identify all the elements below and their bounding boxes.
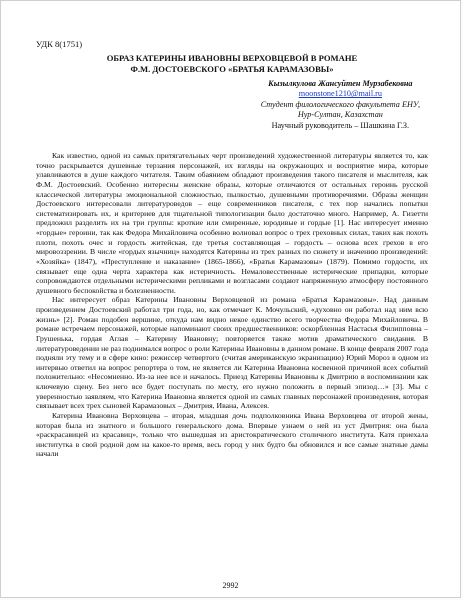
author-block <box>261 79 420 131</box>
affiliation-line: Студент филологического факультета ЕНУ, <box>260 99 420 109</box>
author-email-link[interactable]: moonstone1210@mail.ru <box>298 89 382 99</box>
supervisor: Научный руководитель – Шашкина Г.З. <box>271 120 410 130</box>
author-name: Кызылкулова Жансуйтен Мурзабековна <box>268 79 413 88</box>
article-title <box>36 53 428 74</box>
paragraph: Нас интересует образ Катерины Ивановны Верховцевой из романа «Братья Карамазовы». Над данным произведением Достоевский работал три года, но, как отмечает К. Мочульский, «духовно он работал над ним всю жизнь» [2]. Роман подобен вершине, откуда нам видно некое единство всего творчества Федора Михайловича. В романе встречаем персонажей, которые напоминают своих предшественников: оскорбленная Настасья Филипповна – Грушенька, гордая Аглая – Катерину Ивановну; повторяется также мотив драматического свидания. В литературоведении не раз поднимался вопрос о роли Катерины Ивановны в данном романе. В конце февраля 2007 года подняли эту тему и в сфере кино: режиссер четвертого (считая американскую экранизацию) Юрий Мороз в одном из интервью ответил на вопрос репортера о том, не является ли Катерина Ивановна косвенной причиной всех событий положительно: «Несомненно. Из-за нее все и началось. Приезд Катерины Ивановны к Дмитрию в воспоминании как ключевую сцену. Без него все будет поступать по месту, его нужно положить в первый эпизод…» [3]. Мы с уверенностью заявляем, что Катерина Ивановна является одной из самых главных персонажей произведения, которая связывает всех трех сыновей Карамазовых – Дмитрия, Ивана, Алексея. <box>36 295 428 411</box>
page-number: 2992 <box>222 581 239 590</box>
affiliation-line: Нур-Султан, Казахстан <box>297 110 383 120</box>
title-line: ОБРАЗ КАТЕРИНЫ ИВАНОВНЫ ВЕРХОВЦЕВОЙ В РОМАНЕ <box>106 53 358 63</box>
article-body <box>36 151 428 459</box>
paragraph: Катерина Ивановна Верховцева – вторая, младшая дочь подполковника Ивана Верховцева от второй жены, которая была из знатного и большого генеральского дома. Впервые узнаем о ней из уст Дмитрия: она была «раскрасавицей из красавиц», только что вышедшая из аристократического столичного института. Катя приехала институтка в свой родной дом на какое-то время, весь город у них будто бы обновился и все самые знатные дамы начали <box>36 410 428 459</box>
udk-code: УДК 8(1751) <box>36 39 83 49</box>
title-line: Ф.М. ДОСТОЕВСКОГО «БРАТЬЯ КАРАМАЗОВЫ» <box>130 63 334 74</box>
paragraph: Как известно, одной из самых притягательных черт произведений художественной литературы является то, как точно раскрывается душевные терзания персонажей, их взгляды на окружающих и восприятие мира, которые улавливаются в душе каждого читателя. Таким обаянием обладают произведения такого писателя и мыслителя, как Ф.М. Достоевский. Особенно интересны женские образы, которые отличаются от остальных героинь русской классической литературы эмоциональной сложностью, пылкостью, душевными противоречиями. Образы женщин Достоевского интересовали литературоведов – еще современников писателя, с тех пор начались попытки систематизировать их, и критериев для тщательной типологизации было достаточно много. Например, А. Гизетти предложил разделить их на три группы: кроткие или смиренные, юродивые и гордые [1]. Нас интересует именно «гордые» героини, так как Федора Михайловича особенно волновал вопрос о трех греховных силах, таких как похоть плоти, похоть очес и гордость житейская, где третья составляющая – гордость – основа всех грехов в его мировоззрении. В числе «гордых язычниц» находятся Катерины из трех разных по сюжету и значению произведений: «Хозяйка» (1847), «Преступление и наказание» (1865-1866), «Братья Карамазовы» (1879). Помимо гордости, их связывает еще одна черта характера как истеричность. Немаловесственные истерические припадки, которые сопровождаются отдельными истерическими репликами и возгласами создают напряженную атмосферу постоянного душевного беспокойства и болезненности. <box>36 151 428 295</box>
